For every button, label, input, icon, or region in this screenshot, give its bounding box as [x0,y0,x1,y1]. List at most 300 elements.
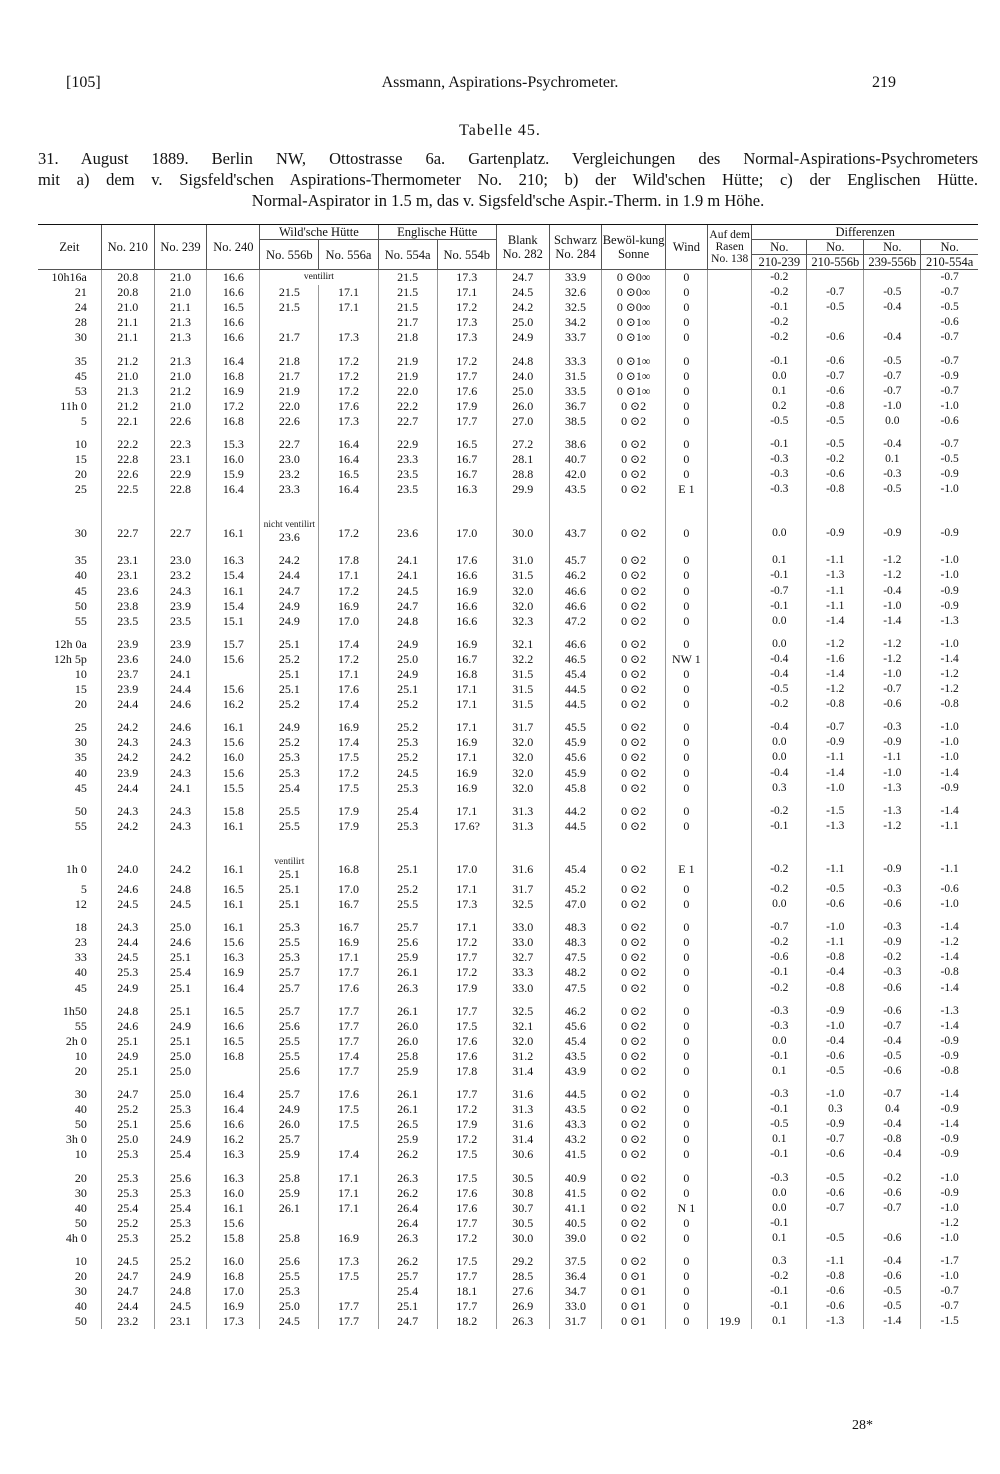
cell-no210: 24.3 [101,796,154,819]
col-rasen: Auf dem Rasen No. 138 [708,225,752,270]
cell-d2: -0.8 [807,980,864,995]
cell-d3: -0.7 [864,369,921,384]
cell-zeit: 33 [74,950,87,965]
cell-bewoelkung: 0 ⊙2 [602,1216,665,1231]
cell-d2: -0.6 [807,1147,864,1162]
cell-schwarz: 33.3 [549,345,602,368]
cell-no240: 16.6 [207,315,260,330]
cell-bewoelkung: 0 ⊙2 [602,1102,665,1117]
cell-rasen [708,1246,752,1269]
cell-no239: 24.9 [154,1132,207,1147]
cell-d3: -0.9 [864,735,921,750]
cell-bewoelkung: 0 ⊙2 [602,766,665,781]
cell-rasen [708,766,752,781]
cell-wild-b: 16.7 [319,912,378,935]
cell-no240: 17.3 [207,1314,260,1329]
cell-zeit: 1h 0 [65,862,87,877]
cell-wild-a: 22.6 [260,414,319,429]
cell-d4: -1.1 [921,834,978,882]
cell-d1: 0.0 [752,369,807,384]
cell-d2: -0.9 [807,735,864,750]
cell-no239: 21.0 [154,270,207,286]
cell-no210: 23.1 [101,545,154,568]
cell-wind: 0 [665,584,707,599]
cell-d2: -1.2 [807,682,864,697]
cell-schwarz: 45.9 [549,735,602,750]
cell-rasen [708,1102,752,1117]
cell-zeit: 30 [74,330,87,345]
cell-wild-b: 17.2 [319,584,378,599]
cell-bewoelkung: 0 ⊙2 [602,796,665,819]
cell-d1: 0.3 [752,1246,807,1269]
cell-d2: -0.5 [807,1163,864,1186]
cell-zeit: 30 [74,525,87,540]
cell-bewoelkung: 0 ⊙2 [602,750,665,765]
cell-schwarz: 44.5 [549,1079,602,1102]
cell-d4: -1.5 [921,1314,978,1329]
cell-d1: -0.7 [752,912,807,935]
cell-bewoelkung: 0 ⊙2 [602,584,665,599]
cell-blank: 24.2 [496,300,549,315]
cell-rasen [708,414,752,429]
cell-wind: 0 [665,1186,707,1201]
cell-bewoelkung: 0 ⊙2 [602,399,665,414]
cell-blank: 24.0 [496,369,549,384]
cell-d1: 0.0 [752,1186,807,1201]
cell-wild-a: nicht ventilirt 23.6 [260,497,319,545]
cell-d4: -1.2 [921,682,978,697]
cell-wild-b: 17.4 [319,697,378,712]
cell-wild-a: 25.7 [260,980,319,995]
col-blank: Blank No. 282 [496,225,549,270]
cell-rasen [708,1064,752,1079]
cell-engl-b: 16.9 [437,629,496,652]
table-row [38,429,978,452]
cell-no240: 16.3 [207,950,260,965]
cell-no239: 25.3 [154,1216,207,1231]
cell-d2: -0.4 [807,965,864,980]
cell-no210: 24.9 [101,980,154,995]
cell-no210: 25.1 [101,1064,154,1079]
cell-d3: -1.1 [864,750,921,765]
cell-wild-b: 17.7 [319,1019,378,1034]
cell-rasen [708,735,752,750]
cell-no239: 24.3 [154,766,207,781]
cell-blank: 32.0 [496,584,549,599]
cell-zeit: 35 [74,353,87,368]
cell-no239: 21.0 [154,285,207,300]
cell-d1: 0.0 [752,614,807,629]
cell-wind: 0 [665,1284,707,1299]
cell-bewoelkung: 0 ⊙2 [602,950,665,965]
cell-d2: -1.3 [807,1314,864,1329]
cell-wind: 0 [665,1049,707,1064]
cell-bewoelkung: 0 ⊙0∞ [602,270,665,286]
table-caption [38,148,978,211]
cell-d3: -0.5 [864,1299,921,1314]
cell-engl-a: 25.2 [378,750,437,765]
cell-blank: 31.4 [496,1132,549,1147]
ventilation-note: ventilirt [274,856,305,867]
cell-engl-a: 26.3 [378,980,437,995]
cell-d3: -0.7 [864,1079,921,1102]
cell-zeit: 20 [74,1170,87,1185]
cell-d1: -0.4 [752,652,807,667]
cell-wild-a: 25.5 [260,935,319,950]
cell-wind: 0 [665,1163,707,1186]
cell-d3: -0.6 [864,697,921,712]
cell-engl-b: 17.9 [437,1117,496,1132]
cell-d2: -1.0 [807,1079,864,1102]
cell-rasen [708,1079,752,1102]
cell-no240: 16.5 [207,882,260,897]
cell-engl-b: 17.2 [437,1231,496,1246]
cell-no239: 25.3 [154,1102,207,1117]
table-row [38,965,978,980]
cell-d2: -0.6 [807,1049,864,1064]
cell-rasen [708,1216,752,1231]
cell-wild-b: 17.3 [319,414,378,429]
cell-no239: 21.1 [154,300,207,315]
cell-wind: 0 [665,1216,707,1231]
cell-wind: NW 1 [665,652,707,667]
cell-d3: -0.9 [864,497,921,545]
cell-schwarz: 45.4 [549,834,602,882]
cell-wild-b: 16.4 [319,452,378,467]
cell-schwarz: 45.8 [549,781,602,796]
cell-d2: -1.1 [807,1246,864,1269]
cell-bewoelkung: 0 ⊙2 [602,1231,665,1246]
cell-wild-b: 17.1 [319,1163,378,1186]
cell-wild-a: 24.5 [260,1314,319,1329]
cell-d4: -0.8 [921,965,978,980]
cell-engl-a: 24.7 [378,599,437,614]
cell-wild-b: 17.7 [319,1299,378,1314]
table-row [38,950,978,965]
cell-bewoelkung: 0 ⊙2 [602,568,665,583]
cell-wild-a: 25.1 [260,897,319,912]
cell-engl-b: 17.7 [437,1269,496,1284]
cell-schwarz: 39.0 [549,1231,602,1246]
cell-d1: -0.2 [752,796,807,819]
cell-blank: 25.0 [496,384,549,399]
cell-wind: 0 [665,912,707,935]
cell-wild-a: 25.1 [260,667,319,682]
col-d3: 239-556b [864,255,921,270]
cell-schwarz: 40.5 [549,1216,602,1231]
cell-engl-b: 17.8 [437,1064,496,1079]
table-row [38,545,978,568]
cell-wind: 0 [665,1034,707,1049]
cell-wild-a: 25.7 [260,965,319,980]
cell-no210: 21.2 [101,399,154,414]
cell-d3: -0.5 [864,482,921,497]
cell-no240: 16.0 [207,1246,260,1269]
cell-engl-b: 17.9 [437,399,496,414]
cell-d3: -0.5 [864,1284,921,1299]
cell-no240: 16.1 [207,1201,260,1216]
cell-wind: 0 [665,315,707,330]
cell-wind: 0 [665,965,707,980]
cell-bewoelkung: 0 ⊙2 [602,1246,665,1269]
col-bewoelkung: Bewöl-kung Sonne [602,225,665,270]
table-row [38,315,978,330]
cell-wind: 0 [665,399,707,414]
table-title: Tabelle 45. [459,122,541,139]
cell-no240: 16.9 [207,965,260,980]
cell-wild-a: 23.0 [260,452,319,467]
cell-engl-a: 25.2 [378,712,437,735]
cell-blank: 31.5 [496,667,549,682]
cell-no239: 24.1 [154,781,207,796]
cell-no239: 25.2 [154,1231,207,1246]
cell-no239: 21.3 [154,330,207,345]
cell-d2: -0.6 [807,330,864,345]
cell-d4: -0.7 [921,285,978,300]
cell-engl-b: 17.2 [437,345,496,368]
table-row [38,614,978,629]
cell-wind: 0 [665,369,707,384]
cell-no240: 15.6 [207,766,260,781]
table-row [38,1117,978,1132]
cell-blank: 31.2 [496,1049,549,1064]
cell-d1: 0.0 [752,497,807,545]
cell-wild-b: 17.7 [319,1064,378,1079]
cell-no210: 23.6 [101,584,154,599]
cell-d2: -1.1 [807,584,864,599]
cell-engl-a: 25.3 [378,735,437,750]
cell-d1: -0.1 [752,1299,807,1314]
cell-engl-b: 17.6 [437,1049,496,1064]
cell-bewoelkung: 0 ⊙2 [602,897,665,912]
cell-schwarz: 45.2 [549,882,602,897]
cell-d1: -0.3 [752,467,807,482]
cell-blank: 30.0 [496,497,549,545]
cell-blank: 28.1 [496,452,549,467]
table-row [38,1079,978,1102]
cell-bewoelkung: 0 ⊙2 [602,1201,665,1216]
cell-wild-b: 17.1 [319,667,378,682]
cell-blank: 31.7 [496,712,549,735]
cell-no240: 16.1 [207,584,260,599]
cell-engl-b: 17.1 [437,882,496,897]
cell-d2: -0.8 [807,482,864,497]
cell-schwarz: 44.5 [549,819,602,834]
cell-bewoelkung: 0 ⊙1 [602,1299,665,1314]
cell-zeit: 28 [74,315,87,330]
cell-no240: 16.6 [207,285,260,300]
cell-d3: -0.3 [864,965,921,980]
cell-zeit: 45 [74,780,87,795]
cell-wild-a: 24.9 [260,614,319,629]
cell-wind: 0 [665,735,707,750]
cell-engl-b: 17.7 [437,1216,496,1231]
cell-schwarz: 48.2 [549,965,602,980]
cell-zeit: 50 [74,1117,87,1132]
table-row [38,300,978,315]
cell-engl-a: 25.7 [378,912,437,935]
table-row [38,980,978,995]
cell-zeit: 10h16a [51,270,87,285]
cell-rasen [708,667,752,682]
cell-wind: 0 [665,750,707,765]
cell-wind: E 1 [665,482,707,497]
cell-no240: 16.4 [207,1102,260,1117]
cell-d3: -0.6 [864,1269,921,1284]
cell-d4: -0.9 [921,497,978,545]
cell-no239: 25.1 [154,950,207,965]
cell-no210: 22.7 [101,497,154,545]
cell-engl-a: 24.8 [378,614,437,629]
cell-bewoelkung: 0 ⊙2 [602,652,665,667]
cell-wild-b: 17.6 [319,399,378,414]
cell-d1: -0.1 [752,300,807,315]
cell-blank: 32.0 [496,766,549,781]
cell-wind: 0 [665,1117,707,1132]
cell-d2: -0.9 [807,996,864,1019]
table-row [38,1132,978,1147]
cell-engl-b: 17.6 [437,1186,496,1201]
cell-engl-a: 26.1 [378,996,437,1019]
cell-wind: 0 [665,1019,707,1034]
cell-wind: 0 [665,996,707,1019]
cell-zeit: 23 [74,935,87,950]
cell-wild-b: 17.1 [319,300,378,315]
cell-d4: -0.5 [921,300,978,315]
table-row [38,1299,978,1314]
cell-wild-a: 25.4 [260,781,319,796]
cell-d2: -0.8 [807,950,864,965]
cell-wild-b: 17.0 [319,614,378,629]
cell-engl-b: 17.1 [437,712,496,735]
cell-wild-a: 26.0 [260,1117,319,1132]
cell-schwarz: 45.6 [549,750,602,765]
cell-zeit: 20 [74,467,87,482]
cell-zeit: 50 [74,598,87,613]
cell-no210: 23.1 [101,568,154,583]
col-wind: Wind [665,225,707,270]
cell-blank: 32.5 [496,897,549,912]
cell-wild-a: 25.8 [260,1163,319,1186]
table-row [38,345,978,368]
cell-d2: -1.2 [807,629,864,652]
cell-no240: 15.4 [207,599,260,614]
cell-d1: -0.1 [752,965,807,980]
cell-no240: 16.0 [207,452,260,467]
page-signature: 28* [852,1418,873,1433]
cell-d4: -0.9 [921,1034,978,1049]
cell-wild-a [260,315,319,330]
cell-d3: -0.6 [864,897,921,912]
cell-d4: -0.9 [921,1186,978,1201]
cell-blank: 26.0 [496,399,549,414]
cell-d3: -0.3 [864,912,921,935]
cell-no239: 24.3 [154,796,207,819]
col-wild-b: No. 556a [319,240,378,270]
cell-schwarz: 33.7 [549,330,602,345]
cell-d2: -1.1 [807,834,864,882]
cell-no240: 16.5 [207,996,260,1019]
cell-engl-a: 26.5 [378,1117,437,1132]
cell-no210: 24.6 [101,882,154,897]
cell-wind: 0 [665,796,707,819]
cell-d2: -1.0 [807,1019,864,1034]
cell-engl-b: 17.5 [437,1147,496,1162]
cell-no240: 16.1 [207,912,260,935]
cell-d1: 0.3 [752,781,807,796]
table-row [38,1019,978,1034]
cell-d3: -0.3 [864,882,921,897]
cell-zeit: 15 [74,452,87,467]
cell-zeit: 45 [74,368,87,383]
cell-d2: -0.6 [807,1186,864,1201]
cell-wild-b: 17.9 [319,796,378,819]
cell-engl-a: 24.9 [378,629,437,652]
cell-d1: -0.4 [752,766,807,781]
cell-wild-b: 17.1 [319,1186,378,1201]
cell-d3: -0.6 [864,980,921,995]
data-table [38,224,978,1329]
cell-engl-b: 16.7 [437,467,496,482]
cell-d1: -0.3 [752,1019,807,1034]
cell-wild-a: 25.5 [260,796,319,819]
cell-d2: -1.0 [807,781,864,796]
cell-d3: -0.6 [864,1231,921,1246]
cell-wind: N 1 [665,1201,707,1216]
cell-rasen [708,834,752,882]
cell-d2: -0.5 [807,429,864,452]
cell-d2: -1.1 [807,545,864,568]
cell-rasen [708,1299,752,1314]
cell-wild-b: 17.5 [319,781,378,796]
cell-schwarz: 34.2 [549,315,602,330]
cell-schwarz: 46.2 [549,568,602,583]
cell-blank: 30.0 [496,1231,549,1246]
cell-rasen [708,682,752,697]
cell-blank: 27.0 [496,414,549,429]
cell-zeit: 55 [74,613,87,628]
cell-bewoelkung: 0 ⊙2 [602,735,665,750]
cell-no239: 23.5 [154,614,207,629]
cell-schwarz: 36.7 [549,399,602,414]
cell-no210: 24.3 [101,735,154,750]
cell-zeit: 10 [74,436,87,451]
cell-no240: 15.5 [207,781,260,796]
cell-d3: -0.6 [864,1186,921,1201]
cell-bewoelkung: 0 ⊙1∞ [602,330,665,345]
cell-zeit: 5 [80,413,87,428]
cell-rasen [708,629,752,652]
cell-no239: 25.4 [154,965,207,980]
cell-d2: -0.8 [807,1269,864,1284]
cell-no240: 15.6 [207,1216,260,1231]
cell-wild-b: 17.5 [319,1102,378,1117]
cell-engl-b: 17.3 [437,330,496,345]
cell-rasen [708,1049,752,1064]
cell-d1: -0.2 [752,935,807,950]
cell-d2: -0.5 [807,300,864,315]
cell-rasen [708,497,752,545]
cell-no210: 25.1 [101,1034,154,1049]
cell-d3 [864,1216,921,1231]
cell-engl-a: 26.1 [378,1079,437,1102]
cell-d1: -0.1 [752,568,807,583]
cell-d3: -0.5 [864,345,921,368]
cell-wind: 0 [665,599,707,614]
cell-bewoelkung: 0 ⊙2 [602,1186,665,1201]
table-row [38,1201,978,1216]
cell-wind: 0 [665,1132,707,1147]
